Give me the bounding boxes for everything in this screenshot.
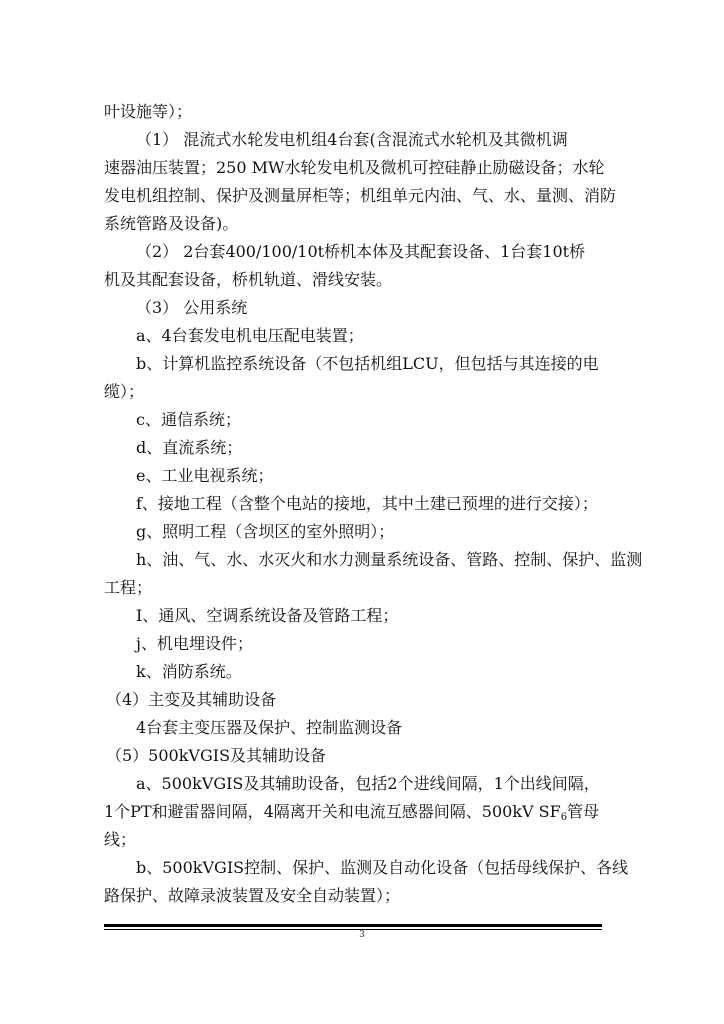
text-line: h、油、气、水、水灭火和水力测量系统设备、管路、控制、保护、监测 (136, 550, 643, 569)
text-line (104, 798, 630, 826)
text-run: 管母 (567, 802, 600, 821)
text-line: 系统管路及设备)。 (104, 214, 239, 233)
page-number: 3 (359, 930, 365, 940)
text-line: 速器油压装置；250 MW水轮发电机及微机可控硅静止励磁设备；水轮 (104, 158, 605, 177)
text-run: 1个PT和避雷器间隔，4隔离开关和电流互感器间隔、500kV SF (104, 802, 561, 821)
text-line: 线； (104, 830, 137, 849)
subscript-run: 6 (560, 812, 568, 823)
text-line: （2） 2台套400/100/10t桥机本体及其配套设备、1台套10t桥 (136, 242, 586, 261)
text-line: I、通风、空调系统设备及管路工程； (136, 606, 399, 625)
text-line: k、消防系统。 (136, 662, 242, 681)
text-line: c、通信系统； (136, 410, 241, 429)
text-line: 路保护、故障录波装置及安全自动装置）； (104, 886, 401, 905)
text-line: 发电机组控制、保护及测量屏柜等；机组单元内油、气、水、量测、消防 (104, 186, 617, 205)
document-body (104, 98, 643, 910)
text-line: 机及其配套设备，桥机轨道、滑线安装。 (104, 270, 393, 289)
section-heading: （4）主变及其辅助设备 (106, 690, 277, 709)
text-line: b、500kVGIS控制、保护、监测及自动化设备（包括母线保护、各线 (136, 858, 629, 877)
text-line: e、工业电视系统； (136, 466, 274, 485)
text-line: a、4台套发电机电压配电装置； (136, 326, 364, 345)
footer-rule-thick (104, 924, 602, 927)
text-line: d、直流系统； (136, 438, 243, 457)
text-line: （3） 公用系统 (136, 298, 248, 317)
text-line: 工程； (104, 578, 153, 597)
text-line: f、接地工程（含整个电站的接地，其中土建已预埋的进行交接）； (136, 494, 598, 513)
text-line: 叶设施等）； (104, 102, 193, 121)
text-line: 4台套主变压器及保护、控制监测设备 (136, 718, 403, 737)
text-line: j、机电埋设件； (136, 634, 253, 653)
text-line: a、500kVGIS及其辅助设备，包括2个进线间隔，1个出线间隔， (136, 774, 600, 793)
text-line: （1） 混流式水轮发电机组4台套(含混流式水轮机及其微机调 (136, 130, 568, 149)
section-heading: （5）500kVGIS及其辅助设备 (106, 746, 327, 765)
text-line: 缆）； (104, 382, 145, 401)
text-line: b、计算机监控系统设备（不包括机组LCU，但包括与其连接的电 (136, 354, 599, 373)
text-line: g、照明工程（含坝区的室外照明）； (136, 522, 395, 541)
